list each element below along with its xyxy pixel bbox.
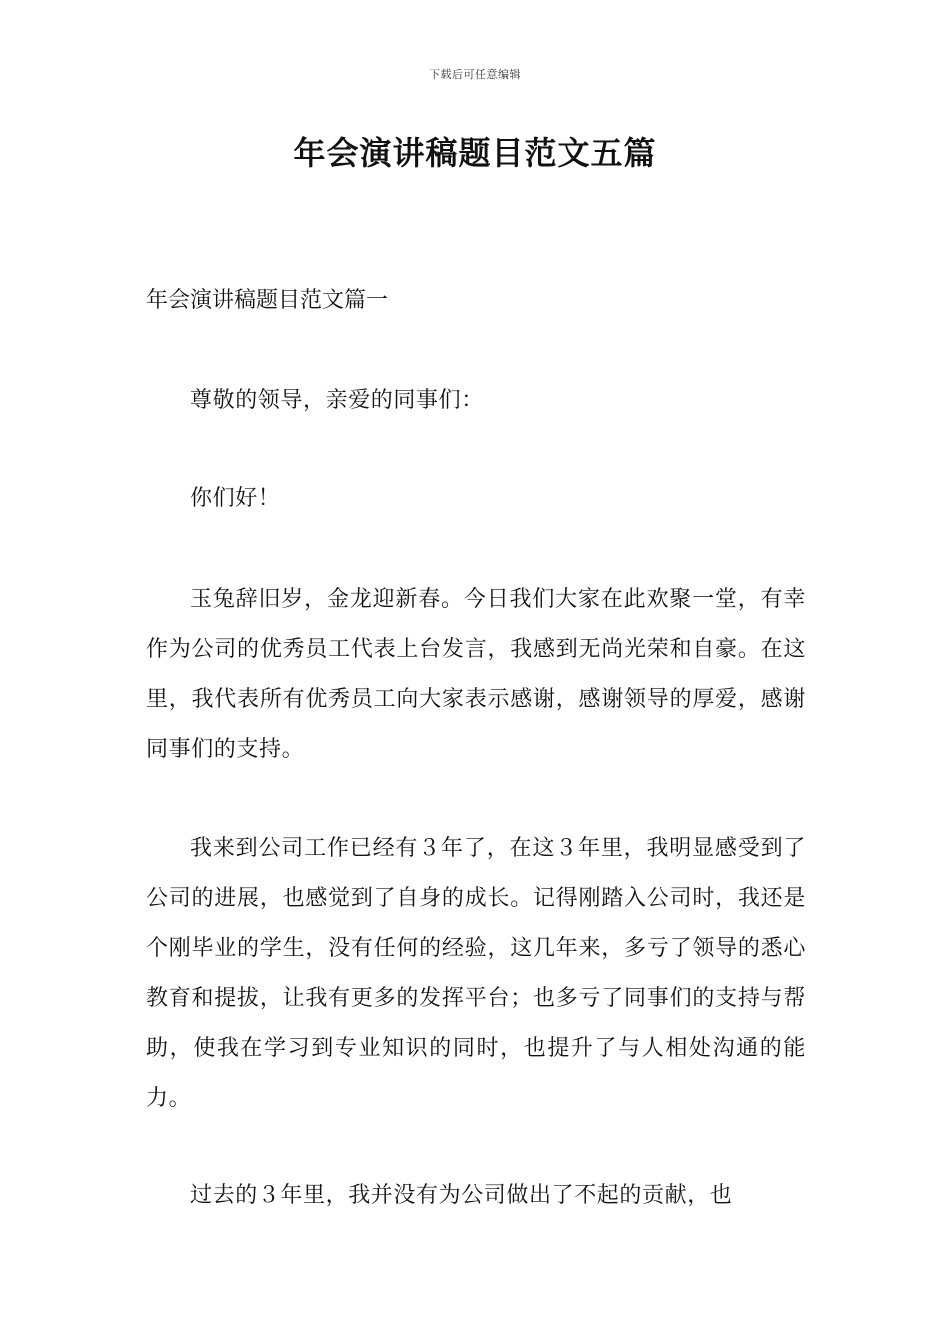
section-heading: 年会演讲稿题目范文篇一 xyxy=(146,288,389,313)
salutation-paragraph: 尊敬的领导，亲爱的同事们： xyxy=(190,388,484,413)
document-title: 年会演讲稿题目范文五篇 xyxy=(293,134,657,172)
greeting-paragraph: 你们好！ xyxy=(190,486,281,511)
body-paragraph-1: 玉兔辞旧岁，金龙迎新春。今日我们大家在此欢聚一堂，有幸作为公司的优秀员工代表上台发言，我感到无尚光荣和自豪。在这里，我代表所有优秀员工向大家表示感谢，感谢领导的厚爱，感谢同事们的支持。 xyxy=(146,587,806,762)
body-paragraph-2: 我来到公司工作已经有３年了，在这３年里，我明显感受到了公司的进展，也感觉到了自身的成长。记得刚踏入公司时，我还是个刚毕业的学生，没有任何的经验，这几年来，多亏了领导的悉心教育和提拔，让我有更多的发挥平台；也多亏了同事们的支持与帮助，使我在学习到专业知识的同时，也提升了与人相处沟通的能力。 xyxy=(146,836,806,1111)
header-note: 下载后可任意编辑 xyxy=(429,68,521,81)
body-paragraph-3: 过去的３年里，我并没有为公司做出了不起的贡献，也 xyxy=(190,1183,733,1208)
